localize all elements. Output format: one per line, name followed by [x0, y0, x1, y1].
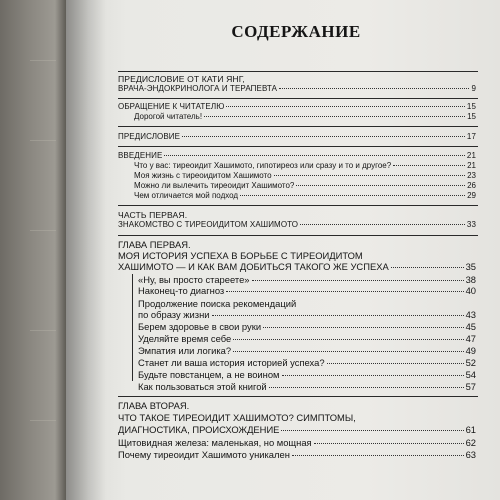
toc-entry-preface[interactable]	[118, 132, 476, 142]
dot-leader	[391, 267, 464, 268]
toc-entry-reader-address[interactable]	[118, 102, 476, 112]
page-number: 29	[467, 191, 476, 200]
divider	[118, 396, 478, 397]
toc-entry-preface-author[interactable]	[118, 84, 476, 94]
toc-entry-ch2-2[interactable]	[118, 449, 476, 460]
entry-label: по образу жизни	[138, 309, 210, 320]
divider	[118, 205, 478, 206]
page-number: 38	[465, 274, 476, 285]
toc-entry-intro[interactable]	[118, 151, 476, 161]
dot-leader	[296, 185, 465, 186]
dot-leader	[393, 165, 465, 166]
dot-leader	[233, 351, 463, 352]
entry-label: Можно ли вылечить тиреоидит Хашимото?	[134, 181, 295, 190]
toc-entry-intro-4[interactable]	[134, 191, 476, 201]
page-number: 61	[465, 424, 476, 435]
page-number: 62	[465, 437, 476, 448]
page-number: 33	[466, 220, 476, 229]
chapter-two-line1: ГЛАВА ВТОРАЯ.	[118, 400, 190, 411]
toc-entry-ch1-6[interactable]	[138, 345, 476, 356]
gutter-shadow	[66, 0, 106, 500]
entry-label: Щитовидная железа: маленькая, но мощная	[118, 437, 312, 448]
toc-entry-intro-2[interactable]	[134, 171, 476, 181]
dot-leader	[300, 224, 465, 225]
page-number: 21	[467, 161, 476, 170]
part-one-line1: ЧАСТЬ ПЕРВАЯ.	[118, 210, 188, 220]
dot-leader	[282, 375, 464, 376]
table-of-contents	[116, 0, 488, 500]
dot-leader	[226, 106, 465, 107]
entry-label: Станет ли ваша история историей успеха?	[138, 357, 325, 368]
dot-leader	[269, 387, 464, 388]
dot-leader	[212, 315, 464, 316]
toc-entry-ch1-3[interactable]	[138, 309, 476, 320]
page-number: 9	[471, 84, 476, 93]
entry-label: ЗНАКОМСТВО С ТИРЕОИДИТОМ ХАШИМОТО	[118, 220, 299, 229]
toc-entry-part-one[interactable]	[118, 220, 476, 230]
divider	[118, 98, 478, 99]
page-number: 17	[466, 132, 476, 141]
toc-entry-intro-1[interactable]	[134, 161, 476, 171]
dot-leader	[164, 155, 464, 156]
entry-label: ХАШИМОТО — И КАК ВАМ ДОБИТЬСЯ ТАКОГО ЖЕ УСПЕХА	[118, 261, 389, 272]
dot-leader	[274, 175, 466, 176]
preface-author-line1: ПРЕДИСЛОВИЕ ОТ КАТИ ЯНГ,	[118, 74, 245, 84]
page-number: 23	[467, 171, 476, 180]
page-number: 45	[465, 321, 476, 332]
entry-label: Чем отличается мой подход	[134, 191, 239, 200]
entry-label: Как пользоваться этой книгой	[138, 381, 267, 392]
dot-leader	[314, 443, 464, 444]
entry-label: Что у вас: тиреоидит Хашимото, гипотиреоз или сразу и то и другое?	[134, 161, 392, 170]
entry-label: Наконец-то диагноз	[138, 285, 225, 296]
entry-label: ПРЕДИСЛОВИЕ	[118, 132, 181, 141]
page-number: 47	[465, 333, 476, 344]
page-number: 15	[467, 112, 476, 121]
dot-leader	[292, 455, 464, 456]
dot-leader	[240, 195, 465, 196]
page-number: 21	[466, 151, 476, 160]
toc-entry-chapter-two[interactable]	[118, 424, 476, 435]
page-number: 63	[465, 449, 476, 460]
dot-leader	[204, 116, 465, 117]
toc-entry-ch1-9[interactable]	[138, 381, 476, 392]
chapter-two-line2: ЧТО ТАКОЕ ТИРЕОИДИТ ХАШИМОТО? СИМПТОМЫ,	[118, 412, 356, 423]
book-page	[66, 0, 500, 500]
divider	[118, 235, 478, 236]
entry-label: Почему тиреоидит Хашимото уникален	[118, 449, 290, 460]
toc-entry-ch2-1[interactable]	[118, 437, 476, 448]
page-number: 43	[465, 309, 476, 320]
dot-leader	[233, 339, 463, 340]
divider	[118, 126, 478, 127]
entry-label: Моя жизнь с тиреоидитом Хашимото	[134, 171, 272, 180]
page-number: 49	[465, 345, 476, 356]
entry-label: Будьте повстанцем, а не воином	[138, 369, 280, 380]
page-number: 54	[465, 369, 476, 380]
toc-entry-ch1-8[interactable]	[138, 369, 476, 380]
page-number: 15	[466, 102, 476, 111]
divider	[118, 71, 478, 72]
dot-leader	[182, 136, 465, 137]
divider	[118, 146, 478, 147]
page-number: 57	[465, 381, 476, 392]
page-number: 52	[465, 357, 476, 368]
entry-label: ВВЕДЕНИЕ	[118, 151, 163, 160]
page-number: 26	[467, 181, 476, 190]
page-number: 40	[465, 285, 476, 296]
chapter-one-line2: МОЯ ИСТОРИЯ УСПЕХА В БОРЬБЕ С ТИРЕОИДИТОМ	[118, 250, 363, 261]
toc-entry-ch1-1[interactable]	[138, 274, 476, 285]
toc-entry-ch1-7[interactable]	[138, 357, 476, 368]
toc-entry-chapter-one[interactable]	[118, 261, 476, 272]
dot-leader	[263, 327, 463, 328]
page-number: 35	[465, 261, 476, 272]
entry-label: ДИАГНОСТИКА, ПРОИСХОЖДЕНИЕ	[118, 424, 280, 435]
toc-entry-intro-3[interactable]	[134, 181, 476, 191]
toc-entry-ch1-2[interactable]	[138, 285, 476, 296]
entry-label: Эмпатия или логика?	[138, 345, 232, 356]
dot-leader	[252, 280, 464, 281]
toc-entry-dear-reader[interactable]	[134, 112, 476, 122]
entry-label: Берем здоровье в свои руки	[138, 321, 262, 332]
page-title: СОДЕРЖАНИЕ	[231, 22, 361, 41]
toc-entry-ch1-4[interactable]	[138, 321, 476, 332]
chapter-one-line1: ГЛАВА ПЕРВАЯ.	[118, 239, 191, 250]
ch1-3-line1: Продолжение поиска рекомендаций	[138, 298, 297, 309]
chapter-one-side-rule	[132, 274, 133, 381]
dot-leader	[279, 88, 469, 89]
preface-author-line2: ВРАЧА-ЭНДОКРИНОЛОГА И ТЕРАПЕВТА	[118, 84, 278, 93]
toc-entry-ch1-5[interactable]	[138, 333, 476, 344]
left-page-edge	[0, 0, 66, 500]
entry-label: ОБРАЩЕНИЕ К ЧИТАТЕЛЮ	[118, 102, 225, 111]
dot-leader	[226, 291, 463, 292]
dot-leader	[327, 363, 464, 364]
entry-label: «Ну, вы просто стареете»	[138, 274, 250, 285]
entry-label: Дорогой читатель!	[134, 112, 203, 121]
entry-label: Уделяйте время себе	[138, 333, 232, 344]
dot-leader	[281, 430, 463, 431]
